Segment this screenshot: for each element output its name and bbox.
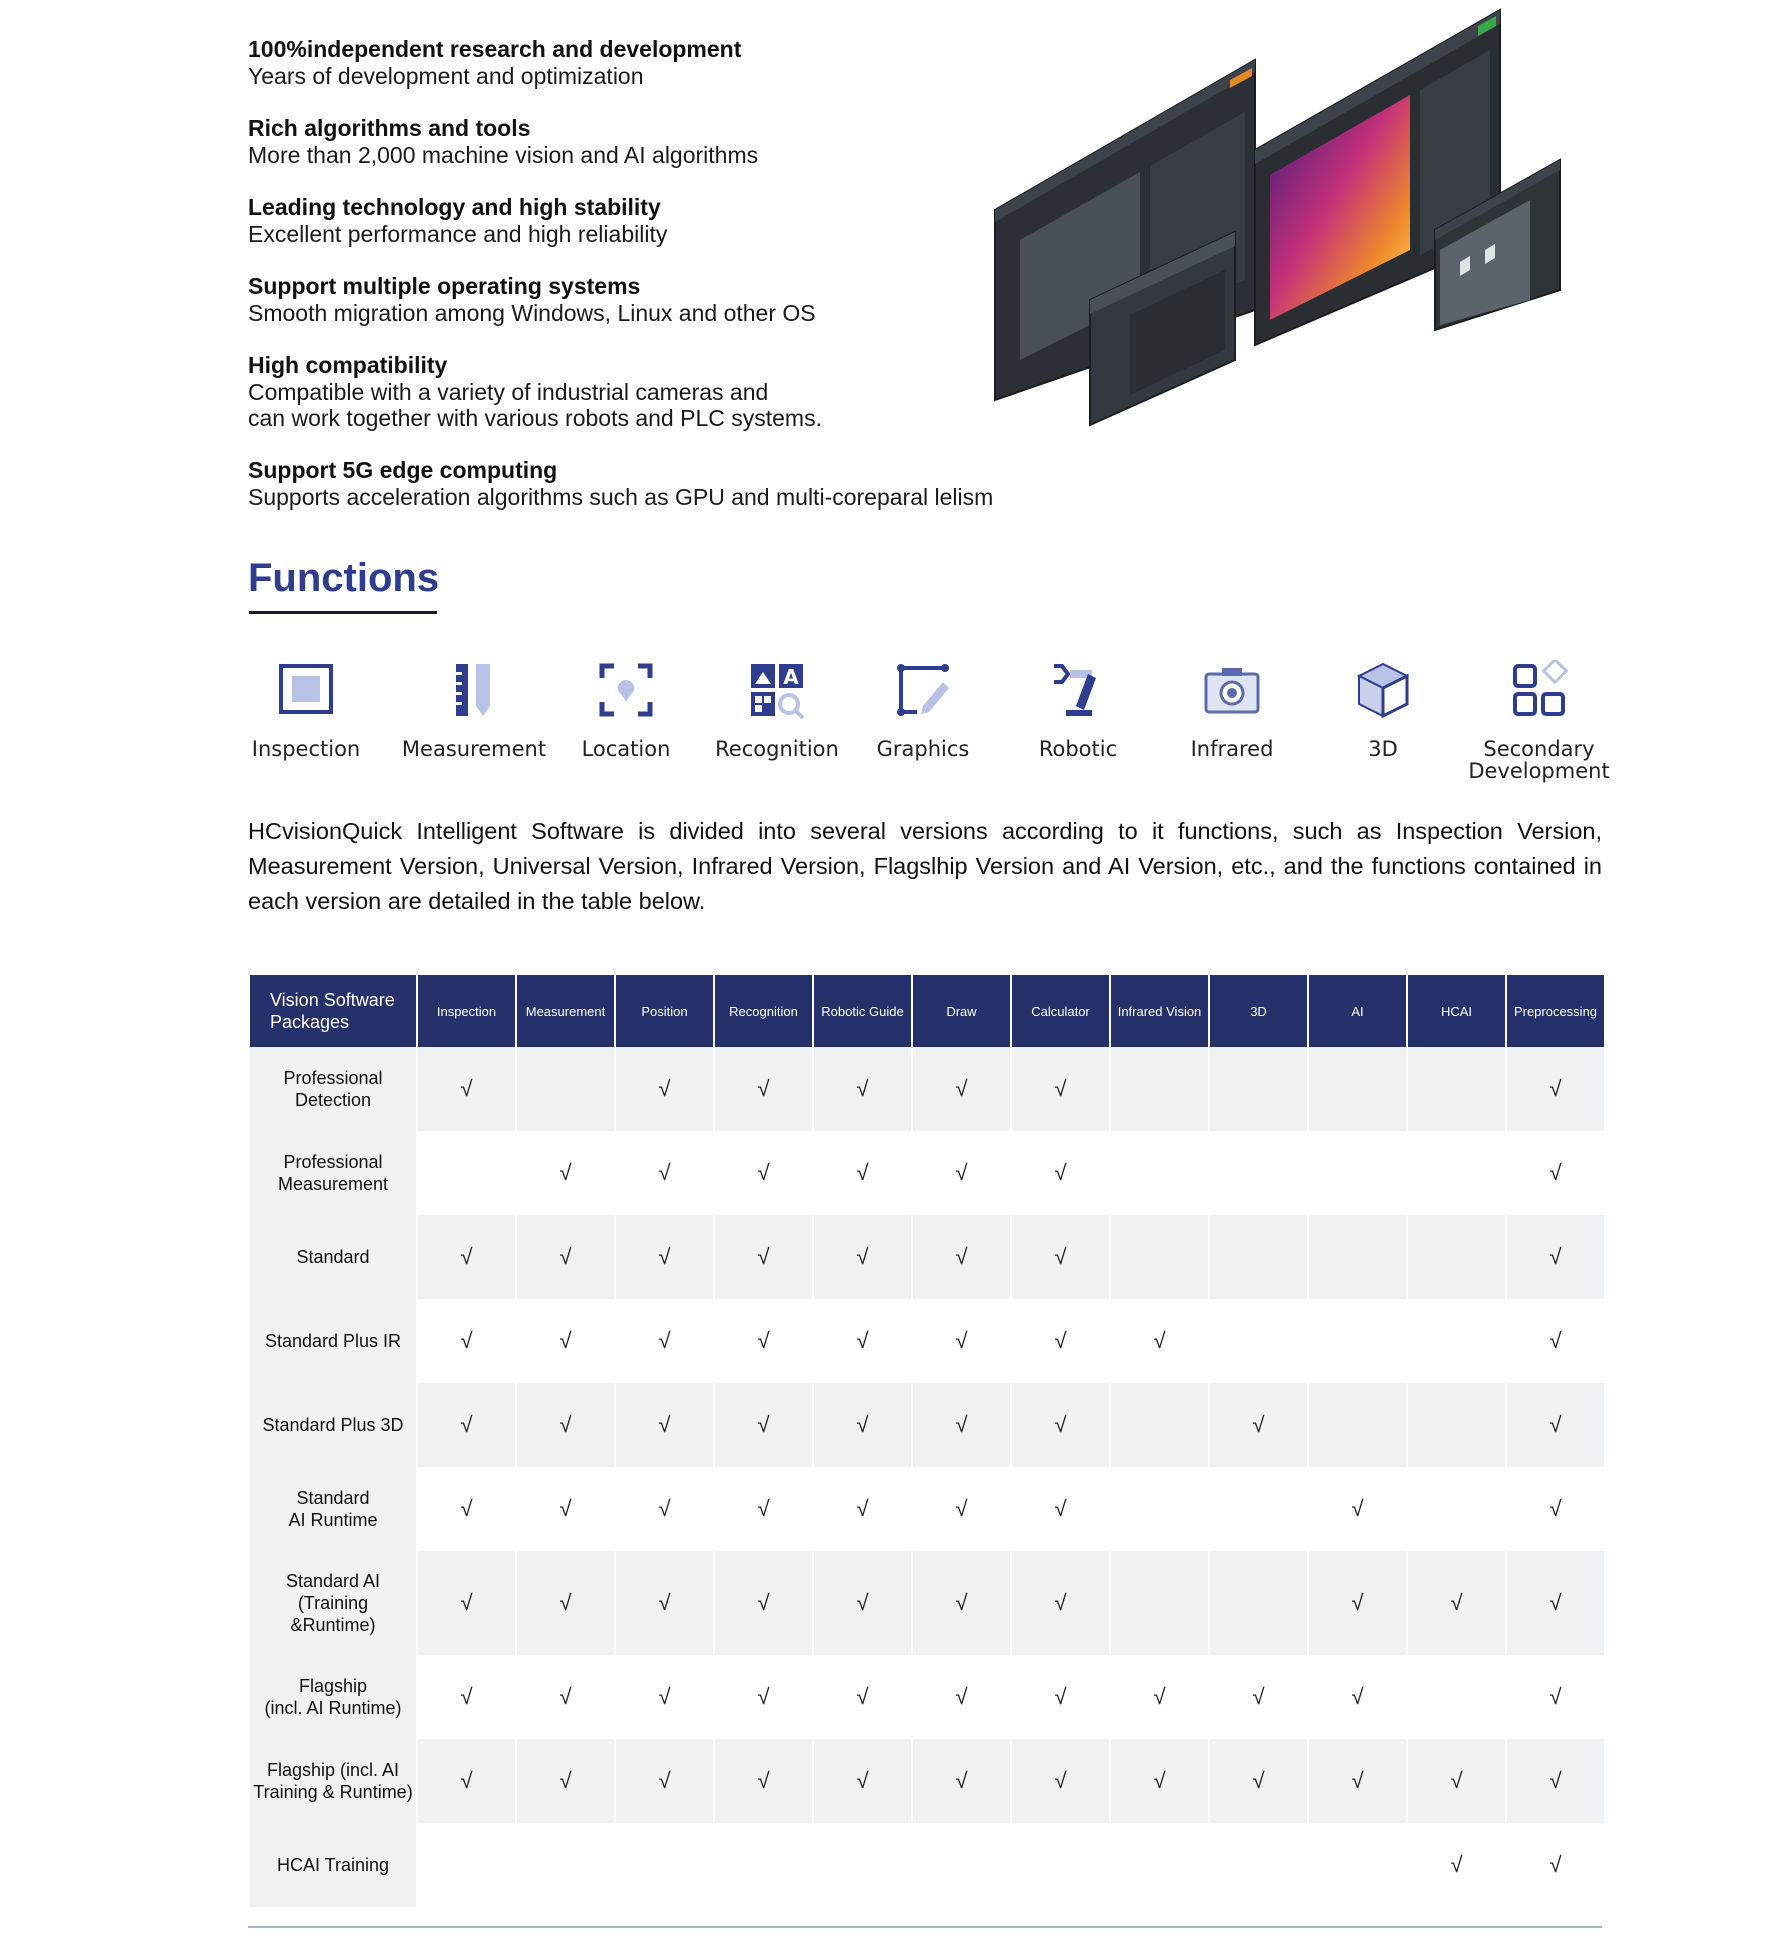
- check-mark: √: [1054, 1160, 1067, 1185]
- feature-check-cell: [418, 1739, 515, 1823]
- feature-item: [248, 273, 1048, 326]
- function-label: Graphics: [876, 737, 970, 761]
- feature-check-cell: [616, 1655, 713, 1739]
- feature-check-cell: [715, 1823, 812, 1907]
- feature-check-cell: [1309, 1215, 1406, 1299]
- function-label: Infrared: [1190, 737, 1274, 761]
- feature-check-cell: [1012, 1823, 1109, 1907]
- feature-check-cell: [1309, 1467, 1406, 1551]
- check-mark: √: [1054, 1076, 1067, 1101]
- infrared-icon: [1202, 660, 1262, 720]
- feature-check-cell: [1111, 1299, 1208, 1383]
- check-mark: √: [757, 1328, 770, 1353]
- feature-check-cell: [1210, 1299, 1307, 1383]
- check-mark: √: [559, 1328, 572, 1353]
- feature-list: [248, 36, 1048, 536]
- feature-check-cell: [1210, 1047, 1307, 1131]
- feature-item: [248, 36, 1048, 89]
- measurement-icon: [444, 660, 504, 720]
- function-label: Secondary Development: [1468, 737, 1610, 783]
- feature-title: Leading technology and high stability: [248, 194, 661, 220]
- check-mark: √: [460, 1590, 473, 1615]
- feature-check-cell: [1309, 1047, 1406, 1131]
- check-mark: √: [1252, 1412, 1265, 1437]
- robotic-icon: [1048, 660, 1108, 720]
- check-mark: √: [757, 1684, 770, 1709]
- table-header-cell: Preprocessing: [1507, 975, 1604, 1047]
- feature-check-cell: [616, 1383, 713, 1467]
- table-header-cell: 3D: [1210, 975, 1307, 1047]
- feature-check-cell: [715, 1299, 812, 1383]
- table-body: [250, 1047, 1604, 1907]
- feature-check-cell: [1507, 1383, 1604, 1467]
- table-bottom-rule: [248, 1926, 1602, 1928]
- check-mark: √: [559, 1496, 572, 1521]
- check-mark: √: [757, 1412, 770, 1437]
- check-mark: √: [856, 1412, 869, 1437]
- feature-check-cell: [517, 1655, 614, 1739]
- table-header-row: [250, 975, 1604, 1047]
- feature-check-cell: [418, 1047, 515, 1131]
- feature-check-cell: [616, 1467, 713, 1551]
- check-mark: √: [460, 1768, 473, 1793]
- check-mark: √: [559, 1768, 572, 1793]
- feature-title: Support 5G edge computing: [248, 457, 558, 483]
- table-header-cell: Position: [616, 975, 713, 1047]
- check-mark: √: [1054, 1768, 1067, 1793]
- check-mark: √: [1351, 1590, 1364, 1615]
- function-item-robotic: [998, 660, 1158, 760]
- feature-check-cell: [1210, 1655, 1307, 1739]
- table-row: [250, 1047, 1604, 1131]
- feature-desc: Excellent performance and high reliability: [248, 221, 668, 247]
- feature-check-cell: [517, 1823, 614, 1907]
- feature-check-cell: [814, 1047, 911, 1131]
- check-mark: √: [856, 1076, 869, 1101]
- check-mark: √: [460, 1684, 473, 1709]
- check-mark: √: [856, 1496, 869, 1521]
- table-header-cell: Calculator: [1012, 975, 1109, 1047]
- check-mark: √: [658, 1412, 671, 1437]
- feature-check-cell: [517, 1047, 614, 1131]
- feature-check-cell: [814, 1299, 911, 1383]
- feature-check-cell: [1111, 1383, 1208, 1467]
- check-mark: √: [856, 1768, 869, 1793]
- feature-check-cell: [418, 1383, 515, 1467]
- feature-item: [248, 457, 1048, 510]
- feature-check-cell: [913, 1383, 1010, 1467]
- check-mark: √: [559, 1244, 572, 1269]
- feature-check-cell: [1309, 1823, 1406, 1907]
- check-mark: √: [856, 1160, 869, 1185]
- check-mark: √: [658, 1768, 671, 1793]
- table-header-cell: Vision Software Packages: [250, 975, 416, 1047]
- versions-table: [248, 975, 1606, 1907]
- check-mark: √: [1549, 1768, 1562, 1793]
- package-name-cell: Standard Plus 3D: [250, 1383, 416, 1467]
- feature-check-cell: [913, 1823, 1010, 1907]
- feature-check-cell: [517, 1739, 614, 1823]
- table-header-cell: Robotic Guide: [814, 975, 911, 1047]
- feature-check-cell: [1309, 1299, 1406, 1383]
- check-mark: √: [757, 1076, 770, 1101]
- check-mark: √: [1054, 1244, 1067, 1269]
- feature-check-cell: [616, 1215, 713, 1299]
- feature-check-cell: [616, 1299, 713, 1383]
- feature-desc: Supports acceleration algorithms such as GPU and multi-coreparal lelism: [248, 484, 994, 510]
- check-mark: √: [955, 1684, 968, 1709]
- feature-check-cell: [1111, 1655, 1208, 1739]
- check-mark: √: [955, 1328, 968, 1353]
- feature-check-cell: [1210, 1467, 1307, 1551]
- table-header-cell: Recognition: [715, 975, 812, 1047]
- feature-check-cell: [1309, 1383, 1406, 1467]
- package-name-cell: Standard Plus IR: [250, 1299, 416, 1383]
- table-header-cell: HCAI: [1408, 975, 1505, 1047]
- check-mark: √: [1549, 1328, 1562, 1353]
- check-mark: √: [1054, 1684, 1067, 1709]
- secondary-development-icon: [1509, 660, 1569, 720]
- check-mark: √: [658, 1684, 671, 1709]
- feature-check-cell: [418, 1467, 515, 1551]
- feature-check-cell: [616, 1739, 713, 1823]
- check-mark: √: [1549, 1244, 1562, 1269]
- check-mark: √: [1549, 1412, 1562, 1437]
- feature-check-cell: [1408, 1467, 1505, 1551]
- check-mark: √: [658, 1076, 671, 1101]
- feature-check-cell: [913, 1551, 1010, 1655]
- function-item-graphics: [843, 660, 1003, 760]
- feature-check-cell: [814, 1215, 911, 1299]
- check-mark: √: [658, 1160, 671, 1185]
- check-mark: √: [559, 1160, 572, 1185]
- feature-check-cell: [1408, 1739, 1505, 1823]
- function-label: Measurement: [401, 737, 547, 761]
- function-item-infrared: [1152, 660, 1312, 760]
- feature-check-cell: [1309, 1739, 1406, 1823]
- package-name-cell: Flagship (incl. AI Runtime): [250, 1655, 416, 1739]
- check-mark: √: [1450, 1768, 1463, 1793]
- feature-check-cell: [1111, 1467, 1208, 1551]
- table-header-cell: AI: [1309, 975, 1406, 1047]
- check-mark: √: [757, 1496, 770, 1521]
- feature-check-cell: [517, 1131, 614, 1215]
- function-label: Location: [581, 737, 671, 761]
- feature-desc: Smooth migration among Windows, Linux and other OS: [248, 300, 816, 326]
- feature-check-cell: [814, 1551, 911, 1655]
- package-name-cell: Standard AI Runtime: [250, 1467, 416, 1551]
- feature-check-cell: [616, 1047, 713, 1131]
- feature-check-cell: [1408, 1299, 1505, 1383]
- check-mark: √: [757, 1590, 770, 1615]
- feature-check-cell: [715, 1131, 812, 1215]
- feature-check-cell: [616, 1131, 713, 1215]
- feature-item: [248, 194, 1048, 247]
- check-mark: √: [1351, 1684, 1364, 1709]
- feature-check-cell: [913, 1655, 1010, 1739]
- table-row: [250, 1655, 1604, 1739]
- feature-check-cell: [1408, 1131, 1505, 1215]
- versions-description: HCvisionQuick Intelligent Software is divided into several versions according to it functions, such as Inspection Version, Measurement Version, Universal Version, Infrared Version, Flagslhip Version and AI Version, etc., and the functions contained in each version are detailed in the table below.: [248, 818, 1602, 914]
- feature-title: Rich algorithms and tools: [248, 115, 531, 141]
- check-mark: √: [1549, 1852, 1562, 1877]
- feature-item: [248, 352, 1048, 431]
- function-label: Recognition: [715, 737, 839, 761]
- check-mark: √: [955, 1160, 968, 1185]
- check-mark: √: [1054, 1590, 1067, 1615]
- package-name-cell: Flagship (incl. AI Training & Runtime): [250, 1739, 416, 1823]
- feature-desc: More than 2,000 machine vision and AI algorithms: [248, 142, 759, 168]
- package-name-cell: Standard: [250, 1215, 416, 1299]
- feature-check-cell: [1111, 1131, 1208, 1215]
- feature-check-cell: [517, 1551, 614, 1655]
- check-mark: √: [658, 1590, 671, 1615]
- feature-check-cell: [1111, 1215, 1208, 1299]
- software-screenshots-illustration: [990, 0, 1590, 440]
- function-label: 3D: [1368, 737, 1398, 761]
- feature-check-cell: [1012, 1551, 1109, 1655]
- table-row: [250, 1215, 1604, 1299]
- feature-check-cell: [1507, 1047, 1604, 1131]
- check-mark: √: [856, 1244, 869, 1269]
- feature-check-cell: [1507, 1739, 1604, 1823]
- location-icon: [596, 660, 656, 720]
- table-row: [250, 1131, 1604, 1215]
- feature-check-cell: [616, 1551, 713, 1655]
- feature-check-cell: [814, 1131, 911, 1215]
- check-mark: √: [757, 1768, 770, 1793]
- check-mark: √: [559, 1684, 572, 1709]
- feature-check-cell: [1012, 1467, 1109, 1551]
- feature-check-cell: [1012, 1215, 1109, 1299]
- check-mark: √: [955, 1244, 968, 1269]
- feature-desc: Years of development and optimization: [248, 63, 644, 89]
- check-mark: √: [1549, 1684, 1562, 1709]
- check-mark: √: [856, 1328, 869, 1353]
- feature-check-cell: [418, 1131, 515, 1215]
- feature-check-cell: [517, 1215, 614, 1299]
- feature-check-cell: [1210, 1215, 1307, 1299]
- svg-text:A: A: [783, 665, 799, 689]
- feature-check-cell: [1012, 1739, 1109, 1823]
- check-mark: √: [1549, 1076, 1562, 1101]
- function-label: Robotic: [1038, 737, 1118, 761]
- feature-check-cell: [1408, 1823, 1505, 1907]
- feature-check-cell: [1507, 1655, 1604, 1739]
- check-mark: √: [955, 1590, 968, 1615]
- feature-check-cell: [913, 1467, 1010, 1551]
- recognition-icon: [747, 660, 807, 720]
- feature-check-cell: [1507, 1467, 1604, 1551]
- feature-check-cell: [913, 1739, 1010, 1823]
- package-name-cell: Professional Measurement: [250, 1131, 416, 1215]
- feature-check-cell: [1012, 1047, 1109, 1131]
- feature-check-cell: [1111, 1047, 1208, 1131]
- feature-title: Support multiple operating systems: [248, 273, 641, 299]
- check-mark: √: [460, 1076, 473, 1101]
- feature-check-cell: [1309, 1655, 1406, 1739]
- check-mark: √: [1450, 1590, 1463, 1615]
- feature-check-cell: [1210, 1383, 1307, 1467]
- check-mark: √: [1252, 1684, 1265, 1709]
- feature-check-cell: [1507, 1823, 1604, 1907]
- check-mark: √: [658, 1496, 671, 1521]
- feature-check-cell: [1111, 1739, 1208, 1823]
- table-row: [250, 1551, 1604, 1655]
- feature-check-cell: [1210, 1131, 1307, 1215]
- feature-check-cell: [814, 1467, 911, 1551]
- check-mark: √: [658, 1328, 671, 1353]
- feature-check-cell: [814, 1739, 911, 1823]
- feature-check-cell: [1012, 1299, 1109, 1383]
- feature-check-cell: [1210, 1823, 1307, 1907]
- functions-underline: [249, 611, 437, 614]
- check-mark: √: [1153, 1768, 1166, 1793]
- feature-check-cell: [715, 1655, 812, 1739]
- feature-check-cell: [715, 1383, 812, 1467]
- check-mark: √: [460, 1496, 473, 1521]
- table-header-cell: Infrared Vision: [1111, 975, 1208, 1047]
- feature-check-cell: [1012, 1131, 1109, 1215]
- feature-check-cell: [616, 1823, 713, 1907]
- check-mark: √: [1054, 1328, 1067, 1353]
- package-name-cell: HCAI Training: [250, 1823, 416, 1907]
- feature-check-cell: [1408, 1215, 1505, 1299]
- check-mark: √: [955, 1412, 968, 1437]
- feature-check-cell: [1111, 1551, 1208, 1655]
- feature-check-cell: [418, 1215, 515, 1299]
- check-mark: √: [757, 1244, 770, 1269]
- check-mark: √: [658, 1244, 671, 1269]
- check-mark: √: [1549, 1160, 1562, 1185]
- check-mark: √: [1549, 1496, 1562, 1521]
- check-mark: √: [856, 1590, 869, 1615]
- feature-check-cell: [1111, 1823, 1208, 1907]
- feature-check-cell: [913, 1215, 1010, 1299]
- feature-title: 100%independent research and development: [248, 36, 742, 62]
- feature-item: [248, 115, 1048, 168]
- feature-check-cell: [418, 1823, 515, 1907]
- feature-check-cell: [913, 1047, 1010, 1131]
- function-item-inspection: [226, 660, 386, 760]
- table-header-cell: Draw: [913, 975, 1010, 1047]
- feature-check-cell: [418, 1551, 515, 1655]
- function-item-3d: [1303, 660, 1463, 760]
- package-name-cell: Standard AI (Training &Runtime): [250, 1551, 416, 1655]
- function-item-secondary-development: [1459, 660, 1619, 782]
- feature-check-cell: [1309, 1131, 1406, 1215]
- check-mark: √: [1252, 1768, 1265, 1793]
- feature-check-cell: [814, 1655, 911, 1739]
- function-item-measurement: [394, 660, 554, 760]
- table-header-cell: Inspection: [418, 975, 515, 1047]
- 3d-icon: [1353, 660, 1413, 720]
- feature-check-cell: [1408, 1655, 1505, 1739]
- feature-check-cell: [814, 1383, 911, 1467]
- check-mark: √: [1054, 1496, 1067, 1521]
- feature-check-cell: [1408, 1383, 1505, 1467]
- feature-check-cell: [1408, 1047, 1505, 1131]
- table-header-cell: Measurement: [517, 975, 614, 1047]
- feature-check-cell: [715, 1047, 812, 1131]
- check-mark: √: [856, 1684, 869, 1709]
- table-row: [250, 1467, 1604, 1551]
- feature-check-cell: [913, 1131, 1010, 1215]
- feature-check-cell: [418, 1299, 515, 1383]
- feature-check-cell: [1408, 1551, 1505, 1655]
- check-mark: √: [460, 1412, 473, 1437]
- feature-check-cell: [1507, 1215, 1604, 1299]
- feature-check-cell: [517, 1383, 614, 1467]
- function-label: Inspection: [251, 737, 361, 761]
- package-name-cell: Professional Detection: [250, 1047, 416, 1131]
- feature-check-cell: [814, 1823, 911, 1907]
- check-mark: √: [559, 1412, 572, 1437]
- functions-title: Functions: [248, 556, 440, 600]
- table-row: [250, 1739, 1604, 1823]
- table-row: [250, 1299, 1604, 1383]
- check-mark: √: [460, 1244, 473, 1269]
- check-mark: √: [1351, 1496, 1364, 1521]
- feature-check-cell: [517, 1299, 614, 1383]
- feature-check-cell: [517, 1467, 614, 1551]
- feature-check-cell: [1507, 1551, 1604, 1655]
- feature-check-cell: [1309, 1551, 1406, 1655]
- check-mark: √: [1549, 1590, 1562, 1615]
- check-mark: √: [1153, 1684, 1166, 1709]
- check-mark: √: [955, 1076, 968, 1101]
- feature-check-cell: [1210, 1739, 1307, 1823]
- check-mark: √: [460, 1328, 473, 1353]
- check-mark: √: [1054, 1412, 1067, 1437]
- check-mark: √: [1153, 1328, 1166, 1353]
- check-mark: √: [955, 1496, 968, 1521]
- feature-check-cell: [1507, 1131, 1604, 1215]
- feature-check-cell: [715, 1551, 812, 1655]
- check-mark: √: [559, 1590, 572, 1615]
- check-mark: √: [955, 1768, 968, 1793]
- inspection-icon: [276, 660, 336, 720]
- graphics-icon: [893, 660, 953, 720]
- function-item-location: [546, 660, 706, 760]
- feature-check-cell: [1507, 1299, 1604, 1383]
- feature-check-cell: [715, 1739, 812, 1823]
- feature-check-cell: [913, 1299, 1010, 1383]
- feature-check-cell: [715, 1215, 812, 1299]
- feature-check-cell: [715, 1467, 812, 1551]
- feature-check-cell: [1012, 1383, 1109, 1467]
- table-row: [250, 1823, 1604, 1907]
- check-mark: √: [1351, 1768, 1364, 1793]
- check-mark: √: [1450, 1852, 1463, 1877]
- feature-check-cell: [1012, 1655, 1109, 1739]
- feature-check-cell: [1210, 1551, 1307, 1655]
- table-row: [250, 1383, 1604, 1467]
- feature-desc: Compatible with a variety of industrial cameras and can work together with various robots and PLC systems.: [248, 379, 822, 431]
- function-item-recognition: [697, 660, 857, 760]
- feature-check-cell: [418, 1655, 515, 1739]
- check-mark: √: [757, 1160, 770, 1185]
- feature-title: High compatibility: [248, 352, 448, 378]
